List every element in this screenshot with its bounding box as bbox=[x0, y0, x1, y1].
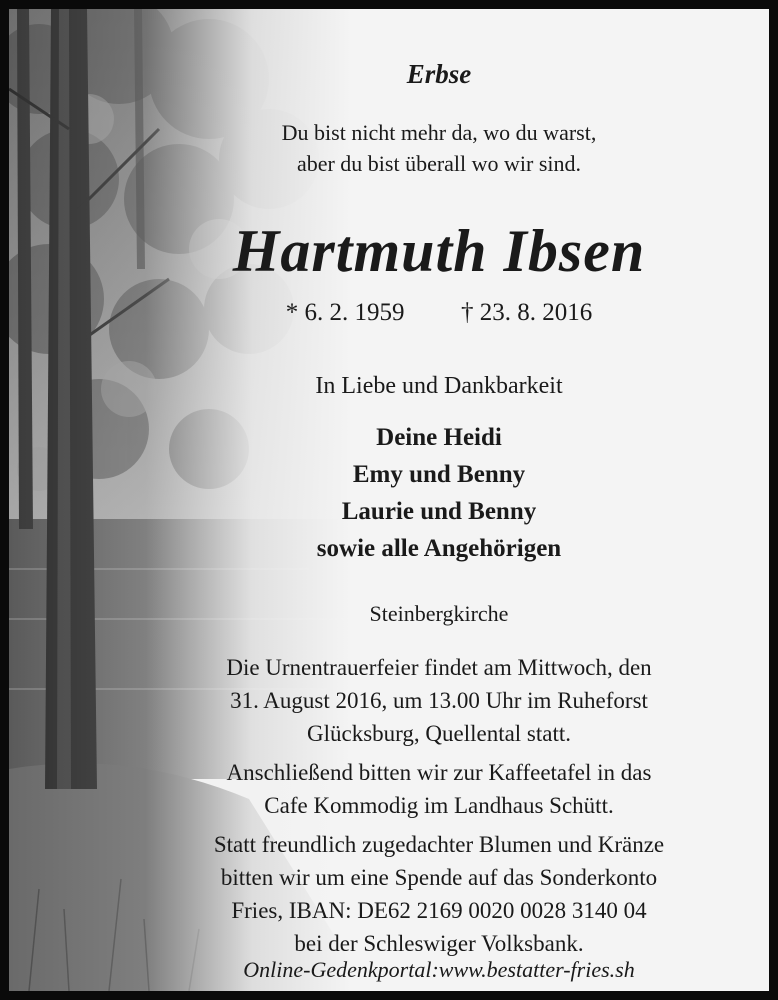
notice-line: Statt freundlich zugedachter Blumen und Kränze bbox=[213, 832, 665, 857]
notice-line: Glücksburg, Quellental statt. bbox=[306, 721, 572, 746]
mourner: Deine Heidi bbox=[376, 424, 502, 451]
death-date: † 23. 8. 2016 bbox=[461, 299, 593, 326]
notice-line: Fries, IBAN: DE62 2169 0020 0028 3140 04 bbox=[231, 898, 647, 923]
motto bbox=[139, 117, 739, 179]
deceased-name: Hartmuth Ibsen bbox=[232, 218, 646, 284]
online-memorial-portal: Online-Gedenkportal:www.bestatter-fries.sh bbox=[243, 957, 635, 982]
service-notice bbox=[139, 651, 739, 750]
nickname: Erbse bbox=[406, 59, 472, 89]
notice-line: bitten wir um eine Spende auf das Sonderkonto bbox=[220, 865, 658, 890]
mourner: Emy und Benny bbox=[352, 461, 526, 488]
dedication-intro: In Liebe und Dankbarkeit bbox=[315, 373, 563, 399]
notice-line: Anschließend bitten wir zur Kaffeetafel in das bbox=[226, 760, 652, 785]
notice-line: Die Urnentrauerfeier findet am Mittwoch, den bbox=[226, 655, 652, 680]
motto-line: Du bist nicht mehr da, wo du warst, bbox=[281, 120, 597, 145]
donation-notice bbox=[139, 828, 739, 960]
notice-text bbox=[9, 9, 769, 991]
mourners-list bbox=[139, 419, 739, 567]
notice-line: Cafe Kommodig im Landhaus Schütt. bbox=[264, 793, 614, 818]
birth-date: * 6. 2. 1959 bbox=[285, 299, 405, 326]
mourner: Laurie und Benny bbox=[341, 498, 537, 525]
notice-line: 31. August 2016, um 13.00 Uhr im Ruheforst bbox=[230, 688, 648, 713]
place: Steinbergkirche bbox=[369, 601, 509, 626]
motto-line: aber du bist überall wo wir sind. bbox=[296, 151, 582, 176]
notice-line: bei der Schleswiger Volksbank. bbox=[294, 931, 584, 956]
life-dates bbox=[139, 299, 739, 327]
mourner: sowie alle Angehörigen bbox=[316, 535, 562, 562]
coffee-notice bbox=[139, 756, 739, 822]
